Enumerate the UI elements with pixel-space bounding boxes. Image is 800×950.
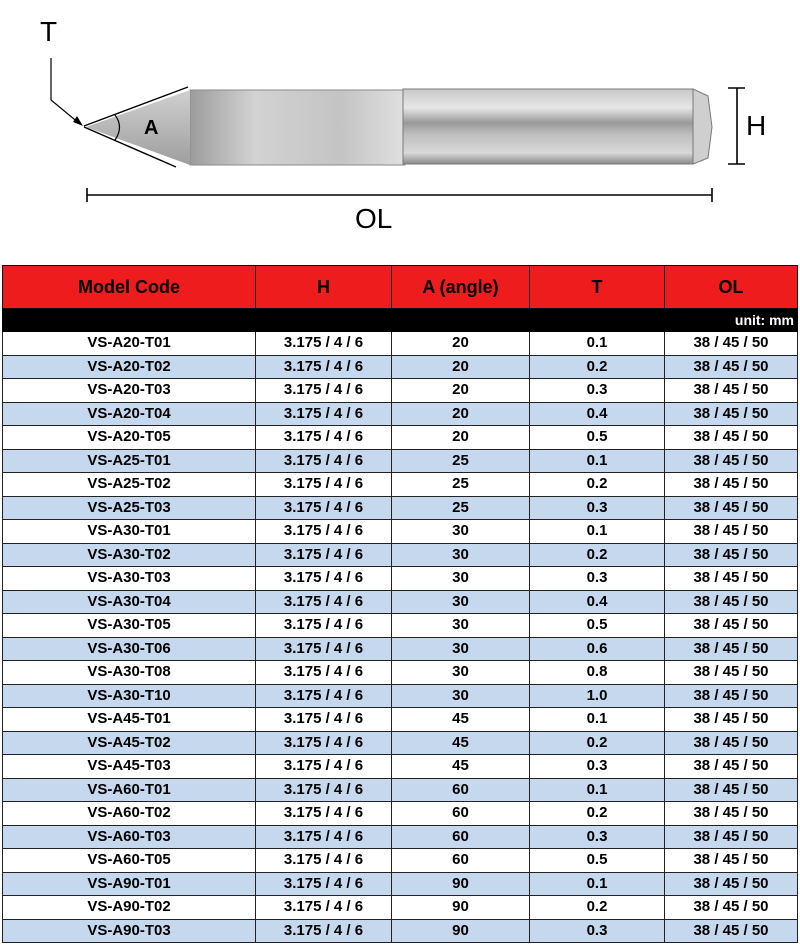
cell-model-code: VS-A60-T01 (3, 778, 256, 802)
cell-model-code: VS-A45-T02 (3, 731, 256, 755)
cell-t: 0.4 (530, 402, 665, 426)
cell-t: 0.2 (530, 355, 665, 379)
cell-t: 0.2 (530, 473, 665, 497)
cell-t: 1.0 (530, 684, 665, 708)
cell-ol: 38 / 45 / 50 (665, 919, 798, 943)
cell-ol: 38 / 45 / 50 (665, 520, 798, 544)
cell-ol: 38 / 45 / 50 (665, 567, 798, 591)
table-row (3, 520, 798, 544)
cell-t: 0.5 (530, 849, 665, 873)
cell-angle: 30 (392, 567, 530, 591)
cell-angle: 30 (392, 637, 530, 661)
cell-model-code: VS-A30-T10 (3, 684, 256, 708)
cell-angle: 20 (392, 355, 530, 379)
cell-angle: 30 (392, 614, 530, 638)
cell-angle: 30 (392, 684, 530, 708)
cell-h: 3.175 / 4 / 6 (256, 614, 392, 638)
cell-ol: 38 / 45 / 50 (665, 637, 798, 661)
cell-angle: 90 (392, 872, 530, 896)
cell-angle: 30 (392, 661, 530, 685)
cell-ol: 38 / 45 / 50 (665, 872, 798, 896)
cell-h: 3.175 / 4 / 6 (256, 426, 392, 450)
table-row (3, 661, 798, 685)
cell-t: 0.5 (530, 426, 665, 450)
cell-ol: 38 / 45 / 50 (665, 755, 798, 779)
table-row (3, 355, 798, 379)
cell-ol: 38 / 45 / 50 (665, 684, 798, 708)
header-angle: A (angle) (392, 266, 530, 309)
cell-t: 0.1 (530, 872, 665, 896)
table-row (3, 849, 798, 873)
cell-h: 3.175 / 4 / 6 (256, 896, 392, 920)
label-H: H (746, 110, 767, 141)
cell-h: 3.175 / 4 / 6 (256, 755, 392, 779)
cell-ol: 38 / 45 / 50 (665, 426, 798, 450)
cell-ol: 38 / 45 / 50 (665, 590, 798, 614)
cell-model-code: VS-A20-T05 (3, 426, 256, 450)
cell-ol: 38 / 45 / 50 (665, 355, 798, 379)
cell-angle: 90 (392, 896, 530, 920)
cell-ol: 38 / 45 / 50 (665, 849, 798, 873)
cell-angle: 25 (392, 496, 530, 520)
cell-model-code: VS-A30-T08 (3, 661, 256, 685)
cell-t: 0.2 (530, 731, 665, 755)
cell-ol: 38 / 45 / 50 (665, 778, 798, 802)
tool-diagram (0, 0, 800, 265)
table-row (3, 473, 798, 497)
cell-ol: 38 / 45 / 50 (665, 825, 798, 849)
spec-table (2, 265, 798, 943)
cell-angle: 20 (392, 379, 530, 403)
table-row (3, 332, 798, 356)
cell-model-code: VS-A90-T01 (3, 872, 256, 896)
cell-model-code: VS-A60-T03 (3, 825, 256, 849)
cell-angle: 90 (392, 919, 530, 943)
cell-angle: 20 (392, 332, 530, 356)
flute-flat (190, 90, 405, 165)
engraving-bit-drawing (0, 0, 800, 265)
cell-h: 3.175 / 4 / 6 (256, 332, 392, 356)
cell-h: 3.175 / 4 / 6 (256, 661, 392, 685)
cell-model-code: VS-A20-T01 (3, 332, 256, 356)
cell-model-code: VS-A60-T02 (3, 802, 256, 826)
cell-angle: 45 (392, 755, 530, 779)
cell-h: 3.175 / 4 / 6 (256, 567, 392, 591)
cell-model-code: VS-A45-T01 (3, 708, 256, 732)
cell-t: 0.3 (530, 379, 665, 403)
cell-t: 0.5 (530, 614, 665, 638)
cell-angle: 60 (392, 802, 530, 826)
label-T: T (40, 16, 58, 47)
table-row (3, 379, 798, 403)
cell-t: 0.6 (530, 637, 665, 661)
table-row (3, 543, 798, 567)
table-row (3, 825, 798, 849)
cell-model-code: VS-A30-T03 (3, 567, 256, 591)
table-row (3, 778, 798, 802)
table-row (3, 872, 798, 896)
cell-t: 0.4 (530, 590, 665, 614)
table-row (3, 402, 798, 426)
cell-h: 3.175 / 4 / 6 (256, 590, 392, 614)
cell-model-code: VS-A30-T05 (3, 614, 256, 638)
header-ol: OL (665, 266, 798, 309)
cell-t: 0.1 (530, 778, 665, 802)
table-row (3, 731, 798, 755)
cell-ol: 38 / 45 / 50 (665, 473, 798, 497)
cell-h: 3.175 / 4 / 6 (256, 379, 392, 403)
cell-angle: 20 (392, 426, 530, 450)
cell-angle: 60 (392, 825, 530, 849)
cell-ol: 38 / 45 / 50 (665, 731, 798, 755)
cell-h: 3.175 / 4 / 6 (256, 872, 392, 896)
cell-ol: 38 / 45 / 50 (665, 708, 798, 732)
cell-t: 0.1 (530, 708, 665, 732)
cell-model-code: VS-A45-T03 (3, 755, 256, 779)
cell-h: 3.175 / 4 / 6 (256, 402, 392, 426)
cell-t: 0.3 (530, 825, 665, 849)
cell-h: 3.175 / 4 / 6 (256, 731, 392, 755)
cell-h: 3.175 / 4 / 6 (256, 919, 392, 943)
cell-angle: 30 (392, 543, 530, 567)
table-row (3, 802, 798, 826)
cell-ol: 38 / 45 / 50 (665, 402, 798, 426)
cell-h: 3.175 / 4 / 6 (256, 496, 392, 520)
cell-t: 0.2 (530, 543, 665, 567)
header-t: T (530, 266, 665, 309)
cell-angle: 25 (392, 449, 530, 473)
cell-model-code: VS-A30-T04 (3, 590, 256, 614)
table-row (3, 637, 798, 661)
T-leader (51, 58, 80, 124)
cell-t: 0.1 (530, 449, 665, 473)
cell-t: 0.8 (530, 661, 665, 685)
table-row (3, 449, 798, 473)
cell-model-code: VS-A20-T02 (3, 355, 256, 379)
cell-ol: 38 / 45 / 50 (665, 896, 798, 920)
cell-ol: 38 / 45 / 50 (665, 379, 798, 403)
label-A: A (144, 117, 159, 139)
table-row (3, 426, 798, 450)
cell-t: 0.1 (530, 520, 665, 544)
cell-angle: 20 (392, 402, 530, 426)
T-arrowhead (73, 116, 83, 126)
cell-angle: 30 (392, 590, 530, 614)
table-row (3, 614, 798, 638)
header-h: H (256, 266, 392, 309)
cell-angle: 45 (392, 731, 530, 755)
shank-chamfer (693, 89, 712, 164)
cell-h: 3.175 / 4 / 6 (256, 778, 392, 802)
cell-angle: 30 (392, 520, 530, 544)
cell-ol: 38 / 45 / 50 (665, 332, 798, 356)
cell-ol: 38 / 45 / 50 (665, 496, 798, 520)
cell-model-code: VS-A30-T02 (3, 543, 256, 567)
cell-h: 3.175 / 4 / 6 (256, 637, 392, 661)
cell-model-code: VS-A25-T03 (3, 496, 256, 520)
cell-t: 0.2 (530, 896, 665, 920)
cell-model-code: VS-A30-T01 (3, 520, 256, 544)
cell-t: 0.1 (530, 332, 665, 356)
cutting-tip (86, 90, 190, 165)
cell-ol: 38 / 45 / 50 (665, 614, 798, 638)
cell-ol: 38 / 45 / 50 (665, 543, 798, 567)
cell-angle: 60 (392, 849, 530, 873)
table-header (3, 266, 798, 332)
table-row (3, 496, 798, 520)
cell-angle: 60 (392, 778, 530, 802)
cell-t: 0.3 (530, 567, 665, 591)
cell-model-code: VS-A25-T01 (3, 449, 256, 473)
shank (403, 89, 693, 164)
cell-h: 3.175 / 4 / 6 (256, 355, 392, 379)
unit-label: unit: mm (3, 309, 798, 332)
cell-ol: 38 / 45 / 50 (665, 802, 798, 826)
cell-h: 3.175 / 4 / 6 (256, 825, 392, 849)
table-row (3, 919, 798, 943)
cell-model-code: VS-A90-T02 (3, 896, 256, 920)
table-row (3, 567, 798, 591)
cell-model-code: VS-A20-T03 (3, 379, 256, 403)
table-row (3, 755, 798, 779)
cell-model-code: VS-A25-T02 (3, 473, 256, 497)
cell-ol: 38 / 45 / 50 (665, 661, 798, 685)
table-body (3, 332, 798, 943)
cell-h: 3.175 / 4 / 6 (256, 473, 392, 497)
cell-model-code: VS-A90-T03 (3, 919, 256, 943)
cell-h: 3.175 / 4 / 6 (256, 802, 392, 826)
table-row (3, 896, 798, 920)
cell-t: 0.2 (530, 802, 665, 826)
cell-h: 3.175 / 4 / 6 (256, 849, 392, 873)
cell-t: 0.3 (530, 755, 665, 779)
cell-h: 3.175 / 4 / 6 (256, 543, 392, 567)
cell-h: 3.175 / 4 / 6 (256, 449, 392, 473)
label-OL: OL (355, 203, 393, 234)
table-row (3, 590, 798, 614)
cell-model-code: VS-A20-T04 (3, 402, 256, 426)
cell-t: 0.3 (530, 919, 665, 943)
cell-h: 3.175 / 4 / 6 (256, 684, 392, 708)
table-row (3, 684, 798, 708)
cell-ol: 38 / 45 / 50 (665, 449, 798, 473)
cell-model-code: VS-A60-T05 (3, 849, 256, 873)
cell-model-code: VS-A30-T06 (3, 637, 256, 661)
table-row (3, 708, 798, 732)
cell-angle: 25 (392, 473, 530, 497)
cell-angle: 45 (392, 708, 530, 732)
header-model-code: Model Code (3, 266, 256, 309)
cell-h: 3.175 / 4 / 6 (256, 708, 392, 732)
cell-t: 0.3 (530, 496, 665, 520)
cell-h: 3.175 / 4 / 6 (256, 520, 392, 544)
